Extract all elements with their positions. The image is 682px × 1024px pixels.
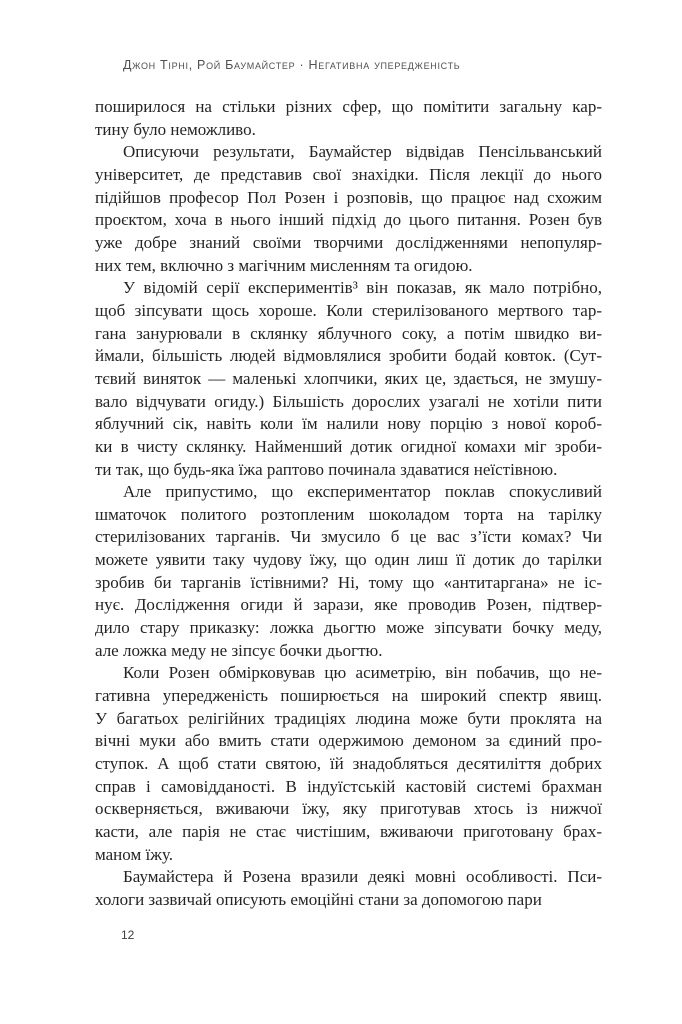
text-line: ки в чисту склянку. Найменший дотик огидної комахи міг зроби- <box>95 436 602 456</box>
text-line: вало відчувати огиду.) Більшість дорослих узагалі не хотіли пити <box>95 391 602 411</box>
text-line: касти, але парія не стає чистішим, вживаючи приготовану брах- <box>95 822 602 841</box>
text-line: ступок. А щоб стати святою, їй знадобляться десятиліття добрих <box>95 754 602 774</box>
text-line: можете уявити таку чудову їжу, що один лиш її дотик до тарілки <box>95 550 602 570</box>
text-line: ти так, що будь-яка їжа раптово починала здаватися неїстівною. <box>95 459 558 479</box>
text-line: справ і самовідданості. В індуїстській кастовій системі брахман <box>95 776 602 796</box>
text-line: Описуючи результати, Баумайстер відвідав Пенсільванський <box>123 142 602 162</box>
paragraph <box>95 481 602 662</box>
text-line: підійшов професор Пол Розен і розповів, що працює над схожим <box>95 187 602 207</box>
text-line: але ложка меду не зіпсує бочки дьогтю. <box>95 640 383 660</box>
text-line: яблучний сік, навіть коли їм налили нову порцію з нової короб- <box>95 414 602 434</box>
text-line: зробив би тарганів їстівними? Ні, тому що «антитаргана» не іс- <box>95 572 602 592</box>
text-line: гана занурювали в склянку яблучного соку, а потім швидко ви- <box>95 323 602 343</box>
paragraph <box>95 866 602 911</box>
text-line: оскверняється, вживаючи їжу, яку приготував хтось із нижчої <box>95 799 602 819</box>
text-line: вічні муки або вмить стати одержимою демоном за єдиний про- <box>95 731 602 751</box>
paragraph <box>95 277 602 481</box>
running-header: Джон Тірні, Рой Баумайстер · Негативна упередженість <box>123 58 461 72</box>
paragraph <box>95 96 602 141</box>
text-line: маном їжу. <box>95 844 173 864</box>
text-line: Коли Розен обмірковував цю асиметрію, він побачив, що не- <box>123 663 602 683</box>
text-line: У багатьох релігійних традиціях людина може бути проклята на <box>95 708 602 728</box>
text-line: дило стару приказку: ложка дьогтю може зіпсувати бочку меду, <box>95 618 602 638</box>
text-line: щоб зіпсувати щось хороше. Коли стерилізованого мертвого тар- <box>95 300 602 320</box>
text-line: нує. Дослідження огиди й зарази, яке проводив Розен, підтвер- <box>95 595 602 615</box>
paragraph <box>95 141 602 277</box>
text-line: У відомій серії експериментів³ він показав, як мало потрібно, <box>123 278 602 298</box>
text-line: поширилося на стільки різних сфер, що помітити загальну кар- <box>95 97 602 116</box>
text-line: тину було неможливо. <box>95 119 256 139</box>
text-line: Але припустимо, що експериментатор поклав спокусливий <box>123 482 602 502</box>
text-line: шматочок политого розтопленим шоколадом торта на тарілку <box>95 504 602 524</box>
page-number: 12 <box>121 928 135 942</box>
text-line: Баумайстера й Розена вразили деякі мовні особливості. Пси- <box>123 867 602 887</box>
text-line: ймали, більшість людей відмовлялися зробити бодай ковток. (Сут- <box>95 346 602 366</box>
text-line: університет, де представив свої знахідки. Після лекції до нього <box>95 164 602 184</box>
text-line: них тем, включно з магічним мисленням та огидою. <box>95 255 473 275</box>
text-line: тєвий виняток — маленькі хлопчики, яких це, здається, не змушу- <box>95 368 602 388</box>
text-line: гативна упередженість поширюється на широкий спектр явищ. <box>95 686 602 706</box>
text-line: стерилізованих тарганів. Чи змусило б це вас з’їсти комах? Чи <box>95 527 602 547</box>
text-line: проєктом, хоча в нього інший підхід до цього питання. Розен був <box>95 210 602 230</box>
text-line: хологи зазвичай описують емоційні стани за допомогою пари <box>95 889 542 909</box>
text-line: уже добре знаний своїми творчими дослідженнями непопуляр- <box>95 232 602 252</box>
body-text-block <box>95 96 602 912</box>
paragraph <box>95 662 602 866</box>
